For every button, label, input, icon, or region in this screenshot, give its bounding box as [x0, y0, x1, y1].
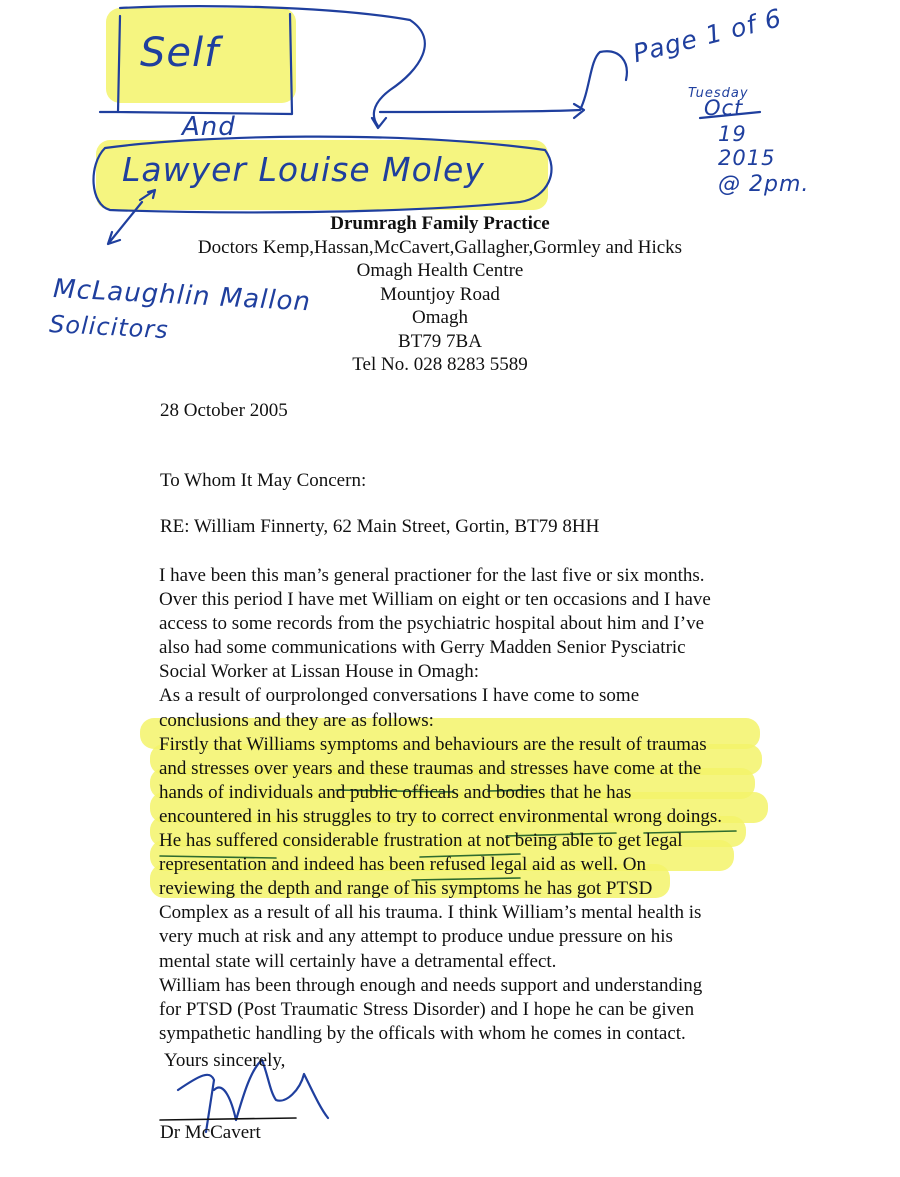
- arrow-to-page-note: [380, 51, 627, 112]
- annotation-date-day: Tuesday: [688, 86, 749, 101]
- closing: Yours sincerely,: [164, 1050, 286, 1071]
- address-road: Mountjoy Road: [380, 283, 500, 305]
- body-line: and stresses over years and these traumas and stresses have come at the: [159, 757, 702, 779]
- practice-name: Drumragh Family Practice: [330, 213, 550, 234]
- annotation-solicitor-name: McLaughlin Mallon: [52, 274, 312, 318]
- annotation-date-time: @ 2pm.: [718, 172, 810, 197]
- body-line: reviewing the depth and range of his symptoms he has got PTSD: [159, 878, 653, 900]
- body-line: Over this period I have met William on eight or ten occasions and I have: [159, 589, 711, 611]
- body-line: Complex as a result of all his trauma. I think William’s mental health is: [159, 902, 702, 924]
- signatory: Dr McCavert: [160, 1122, 261, 1143]
- salutation: To Whom It May Concern:: [160, 470, 367, 491]
- body-line: Firstly that Williams symptoms and behaviours are the result of traumas: [159, 733, 707, 755]
- body-line: He has suffered considerable frustration at not being able to get legal: [159, 830, 683, 852]
- telephone: Tel No. 028 8283 5589: [352, 354, 528, 375]
- address-postcode: BT79 7BA: [398, 330, 482, 352]
- body-line: very much at risk and any attempt to produce undue pressure on his: [159, 926, 673, 948]
- annotation-date-year: 2015: [718, 146, 776, 170]
- body-line: As a result of ourprolonged conversations I have come to some: [159, 685, 640, 707]
- annotation-page-note: Page 1 of 6: [630, 3, 785, 69]
- body-line: for PTSD (Post Traumatic Stress Disorder) and I hope he can be given: [159, 998, 695, 1020]
- body-line: also had some communications with Gerry Madden Senior Pysciatric: [159, 637, 686, 659]
- body-line: representation and indeed has been refused legal aid as well. On: [159, 854, 646, 876]
- annotation-self: Self: [140, 30, 220, 76]
- annotation-solicitors-word: Solicitors: [48, 310, 170, 345]
- body-line: William has been through enough and needs support and understanding: [159, 974, 703, 996]
- annotation-date-day-number: 19: [718, 122, 747, 146]
- address-building: Omagh Health Centre: [356, 260, 524, 281]
- body-line: hands of individuals and public officals and bodies that he has: [159, 781, 632, 803]
- annotation-lawyer: Lawyer Louise Moley: [122, 150, 485, 189]
- annotation-date-month: Oct: [704, 96, 744, 120]
- re-line: RE: William Finnerty, 62 Main Street, Gortin, BT79 8HH: [160, 516, 600, 537]
- body-line: sympathetic handling by the officals with whom he comes in contact.: [159, 1022, 686, 1044]
- letter-date: 28 October 2005: [160, 400, 288, 421]
- body-line: Social Worker at Lissan House in Omagh:: [159, 661, 480, 683]
- annotation-and: And: [182, 112, 236, 142]
- body-line: encountered in his struggles to try to correct environmental wrong doings.: [159, 805, 723, 827]
- body-line: conclusions and they are as follows:: [159, 709, 434, 731]
- address-town: Omagh: [412, 307, 468, 328]
- letter-body: [159, 564, 879, 1046]
- doctors-list: Doctors Kemp,Hassan,McCavert,Gallagher,Gormley and Hicks: [197, 236, 683, 258]
- body-line: I have been this man’s general practioner for the last five or six months.: [159, 565, 705, 586]
- body-line: access to some records from the psychiatric hospital about him and I’ve: [159, 613, 705, 635]
- body-line: mental state will certainly have a detramental effect.: [159, 950, 557, 972]
- letterhead: [180, 212, 700, 377]
